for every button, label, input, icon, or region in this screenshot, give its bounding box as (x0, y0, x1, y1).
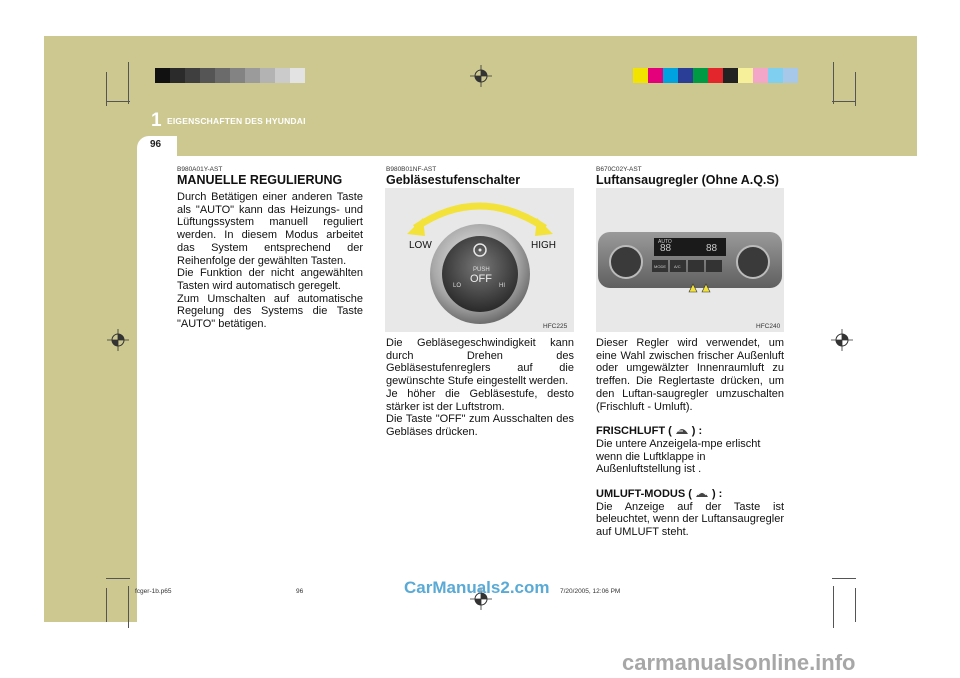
crop-mark (106, 72, 107, 106)
color-swatch (290, 68, 305, 83)
paragraph: Je höher die Gebläsestufe, desto stärker ist der Luftstrom. (386, 387, 574, 413)
display-auto: AUTO (658, 239, 672, 245)
label-low: LOW (409, 240, 432, 251)
crop-mark (855, 72, 856, 106)
color-swatch (215, 68, 230, 83)
blower-switch-figure (385, 188, 574, 332)
registration-target-icon (107, 329, 129, 351)
color-swatch (275, 68, 290, 83)
crop-mark (855, 588, 856, 622)
color-swatch (738, 68, 753, 83)
color-swatch (260, 68, 275, 83)
section-code: B670C02Y-AST (596, 166, 642, 173)
fresh-air-button (688, 260, 704, 272)
figure-caption: HFC240 (756, 323, 781, 330)
color-swatch (170, 68, 185, 83)
section-heading: Luftansaugregler (Ohne A.Q.S) (596, 173, 779, 187)
page-number: 96 (150, 139, 162, 150)
color-swatch (648, 68, 663, 83)
section-code: B980B01NF-AST (386, 166, 437, 173)
section-heading: Gebläsestufenschalter (386, 173, 521, 187)
color-swatch (185, 68, 200, 83)
registration-target-icon (831, 329, 853, 351)
color-swatch (708, 68, 723, 83)
crop-mark (106, 578, 130, 579)
subheading-fresh-air: FRISCHLUFT ( ) : (596, 425, 703, 438)
paragraph: Die Gebläsegeschwindigkeit kann durch Drehen des Gebläsestufenreglers auf die gewünschte Stufe eingestellt werden. (386, 337, 574, 388)
display-right-temp: 88 (706, 243, 718, 254)
left-margin-strip (44, 156, 137, 622)
paragraph: Die Funktion der nicht angewählten Tasten wird automatisch geregelt. (177, 267, 363, 292)
crop-mark (128, 586, 129, 628)
color-swatch (663, 68, 678, 83)
paragraph: Durch Betätigen einer anderen Taste als "AUTO" kann das Heizungs- und Lüftungssystem manuell reguliert werden. In diesem Modus arbeitet das System entsprechend der Reihenfolge der gewählten Tasten. (177, 191, 363, 267)
section-heading: MANUELLE REGULIERUNG (177, 173, 343, 187)
crop-mark (106, 101, 130, 102)
color-swatch (245, 68, 260, 83)
color-swatch (783, 68, 798, 83)
knob-hi-label: HI (499, 283, 505, 289)
crop-mark (833, 62, 834, 104)
registration-bar-grayscale (155, 68, 305, 83)
footer-date: 7/20/2005, 12:06 PM (560, 588, 621, 595)
right-knob (737, 246, 769, 278)
color-swatch (230, 68, 245, 83)
mode-label: MODE (654, 264, 666, 269)
crop-mark (832, 578, 856, 579)
crop-mark (832, 101, 856, 102)
paragraph: Die Anzeige auf der Taste ist beleuchtet, wenn der Luftansaugregler auf UMLUFT steht. (596, 500, 784, 539)
subheading-recirculation: UMLUFT-MODUS ( ) : (596, 488, 723, 501)
color-swatch (693, 68, 708, 83)
crop-mark (833, 586, 834, 628)
watermark-bottom: carmanualsonline.info (622, 650, 856, 675)
section-code: B980A01Y-AST (177, 166, 223, 173)
crop-mark (128, 62, 129, 104)
recirculation-button (706, 260, 722, 272)
paragraph: Dieser Regler wird verwendet, um eine Wahl zwischen frischer Außenluft oder umgewälzter Innenraumluft zu treffen. Die Reglertaste drücken, um den Luftan-saugregler umzuschalten (Frischluft - Umluft). (596, 337, 784, 413)
section-body (386, 337, 574, 439)
fresh-air-icon (674, 424, 690, 436)
color-swatch (723, 68, 738, 83)
display-left-temp: 88 (660, 243, 672, 254)
figure-caption: HFC225 (543, 323, 568, 330)
label-high: HIGH (531, 240, 556, 251)
footer-file: fcger-1b.p65 (135, 588, 172, 595)
paragraph: Die untere Anzeigela-mpe erlischt wenn die Luftklappe in Außenluftstellung ist . (596, 437, 761, 476)
crop-mark (106, 588, 107, 622)
climate-panel-illustration (596, 188, 784, 332)
chapter-number: 1 (151, 110, 162, 131)
knob-lo-label: LO (453, 283, 462, 289)
paragraph: Zum Umschalten auf automatische Regelung des Systems die Taste "AUTO" betätigen. (177, 292, 363, 331)
chapter-title: EIGENSCHAFTEN DES HYUNDAI (167, 116, 306, 126)
recirculation-icon (694, 487, 710, 499)
color-swatch (155, 68, 170, 83)
color-swatch (633, 68, 648, 83)
paragraph: Die Taste "OFF" zum Ausschalten des Gebläses drücken. (386, 413, 574, 438)
watermark-top: CarManuals2.com (404, 578, 550, 597)
section-body (177, 191, 363, 331)
ac-label: A/C (674, 264, 681, 269)
color-swatch (753, 68, 768, 83)
footer-page: 96 (296, 588, 304, 595)
blower-knob-illustration (385, 188, 574, 332)
color-swatch (678, 68, 693, 83)
climate-panel-figure (596, 188, 784, 332)
knob-off-label: OFF (470, 273, 492, 285)
color-swatch (200, 68, 215, 83)
registration-bar-color (633, 68, 798, 83)
knob-push-label: PUSH (473, 267, 490, 273)
registration-target-icon (470, 65, 492, 87)
section-body (596, 337, 784, 539)
color-swatch (768, 68, 783, 83)
left-knob (610, 246, 642, 278)
